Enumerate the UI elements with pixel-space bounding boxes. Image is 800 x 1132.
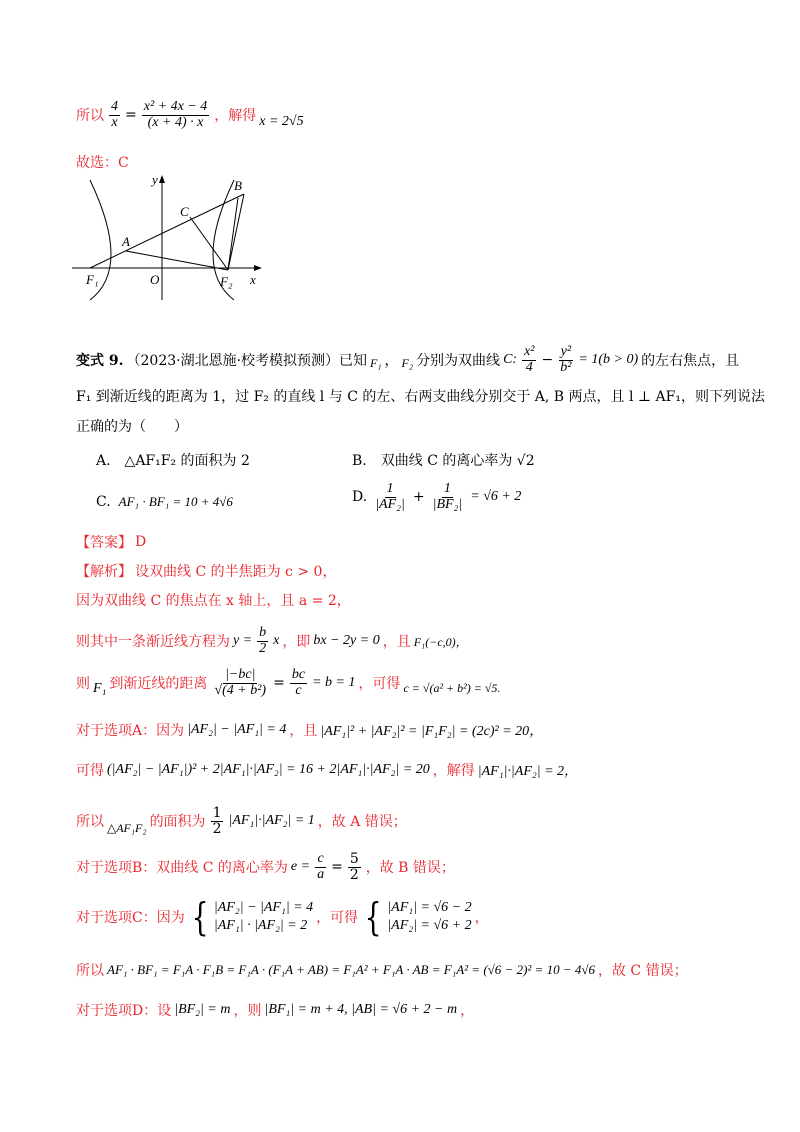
eq-fraction-right: $\frac{\text{x² + 4x − 4}}{(x + 4) \cdot x}$	[143, 99, 208, 130]
solve-result: x = 2√5	[259, 114, 304, 130]
solution-line-8: 对于选项B：双曲线 C 的离心率为 e = $\frac{c}{a}$ = $\frac{5}{2}$ ，故 B 错误；	[76, 851, 455, 883]
line-f2-b	[228, 194, 244, 270]
choice-line: 故选：C	[76, 155, 129, 171]
system-brace-1: { |AF₂| − |AF₁| = 4 |AF₁| · |AF₂| = 2	[191, 895, 314, 939]
label-b: B	[234, 178, 242, 193]
option-d: D. $\frac{1}{\text{|AF₂|}}$ + $\frac{1}{\text{|BF₂|}}$ = √6 + 2	[352, 481, 522, 512]
label-o: O	[150, 272, 160, 287]
solve-text: ，解得	[214, 108, 257, 125]
problem-line-1: 变式 9. （2023·湖北恩施·校考模拟预测）已知 F₁ ， F₂ 分别为双曲线 C: $\frac{\text{x²}}{4}$ − $\frac{\text{y²}}{\text{b²}}$ = 1(b > 0) 的左右焦点，且	[76, 344, 740, 375]
solution-line-1: 【解析】 设双曲线 C 的半焦距为 c > 0，	[76, 561, 336, 581]
line-f2-b-2	[228, 198, 238, 270]
problem-source: （2023·湖北恩施·校考模拟预测）已知	[126, 353, 368, 370]
line-c-f2	[190, 217, 228, 270]
solution-line-6: 可得 (|AF₂| − |AF₁|)² + 2|AF₁|·|AF₂| = 16 + 2|AF₁|·|AF₂| = 20 ，解得 |AF₁|·|AF₂| = 2，	[76, 762, 579, 779]
label-c: C	[180, 204, 189, 219]
option-b: B. 双曲线 C 的离心率为 √2	[352, 453, 535, 469]
answer-value: D	[135, 534, 147, 550]
label-f2: F₂	[220, 274, 233, 289]
solution-line-3: 则其中一条渐近线方程为 y = $\frac{b}{2}$ x ，即 bx − 2y = 0 ，且 F₁(−c,0)，	[76, 625, 468, 656]
solution-line-4: 则 F₁ 到渐近线的距离 $\frac{|-bc|}{\text{√(4 + b²)}}$ = $\frac{bc}{c}$ = b = 1 ，可得 c = √(a² + b²) = √5.	[76, 667, 501, 698]
problem-line-3: 正确的为（ ）	[76, 419, 188, 435]
solution-line-10: 所以 AF₁ · BF₁ = F₁A · F₁B = F₁A · (F₁A + AB) = F₁A² + F₁A · AB = F₁A² = (√6 − 2)² = 10 − 4√6 ，故 C 错误；	[76, 962, 688, 979]
option-a: A. △AF₁F₂ 的面积为 2	[96, 453, 250, 469]
solution-tag: 【解析】	[76, 564, 132, 580]
x-axis-arrow	[254, 265, 262, 271]
label-f1: F₁	[86, 272, 99, 287]
label-y: y	[152, 172, 158, 187]
y-axis-arrow	[159, 175, 165, 183]
answer-line	[76, 532, 146, 552]
label-x: x	[250, 272, 256, 287]
solution-line-11: 对于选项D：设 |BF₂| = m ，则 |BF₁| = m + 4, |AB| = √6 + 2 − m ，	[76, 1002, 475, 1019]
option-c: C. AF₁ · BF₁ = 10 + 4√6	[96, 494, 233, 510]
option-d-frac1: $\frac{1}{\text{|AF₂|}}$	[375, 481, 405, 512]
solution-line-9: 对于选项C：因为 { |AF₂| − |AF₁| = 4 |AF₁| · |AF₂| = 2 ，可得 { |AF₁| = √6 − 2 |AF₂| = √6 + 2 ，	[76, 895, 489, 939]
solution-line-5: 对于选项A：因为 |AF₂| − |AF₁| = 4 ，且 |AF₁|² + |AF₂|² = |F₁F₂| = (2c)² = 20，	[76, 722, 544, 739]
hyperbola-eq-frac1: $\frac{\text{x²}}{4}$	[524, 344, 535, 375]
label-a: A	[122, 234, 130, 249]
solve-line: 所以 $\frac{4}{x}$ = $\frac{\text{x² + 4x − 4}}{(x + 4) \cdot x}$ ，解得 x = 2√5	[76, 99, 304, 130]
problem-label: 变式 9.	[76, 353, 124, 370]
option-d-frac2: $\frac{1}{\text{|BF₂|}}$	[432, 481, 463, 512]
so-prefix: 所以	[76, 108, 104, 125]
solution-line-7: 所以 △AF₁F₂ 的面积为 $\frac{1}{2}$ |AF₁|·|AF₂| = 1 ，故 A 错误；	[76, 805, 407, 837]
system-brace-2: { |AF₁| = √6 − 2 |AF₂| = √6 + 2	[364, 895, 472, 939]
eq-fraction-left: $\frac{4}{x}$	[111, 99, 118, 130]
line-f1-b	[90, 194, 244, 268]
option-c-expr: AF₁ · BF₁ = 10 + 4√6	[118, 494, 233, 509]
answer-tag: 【答案】	[76, 535, 132, 551]
hyperbola-eq-frac2: $\frac{\text{y²}}{\text{b²}}$	[560, 344, 572, 375]
hyperbola-figure	[68, 172, 268, 302]
problem-line-2: F₁ 到渐近线的距离为 1，过 F₂ 的直线 l 与 C 的左、右两支曲线分别交于 A, B 两点，且 l ⊥ AF₁，则下列说法	[76, 389, 765, 405]
solution-line-2: 因为双曲线 C 的焦点在 x 轴上，且 a = 2，	[76, 593, 351, 609]
